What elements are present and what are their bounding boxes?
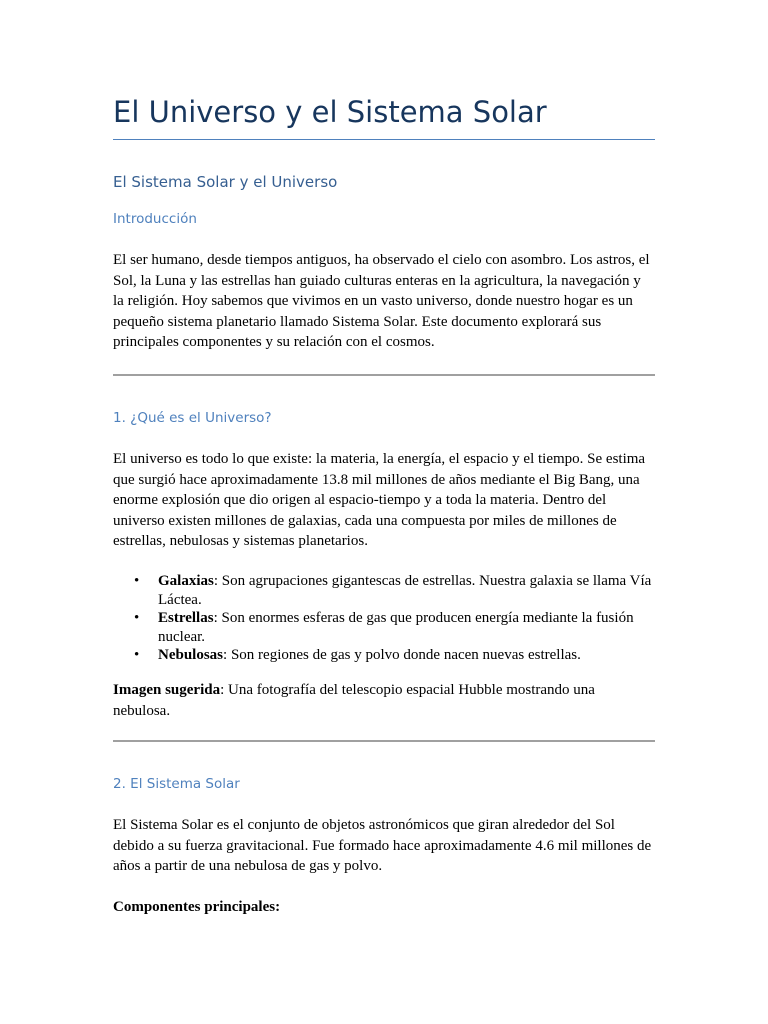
bullet-desc: : Son regiones de gas y polvo donde nacen nuevas estrellas. (223, 647, 581, 663)
universe-bullet-list (113, 572, 655, 665)
image-suggestion-text: : Una fotografía del telescopio espacial Hubble mostrando una nebulosa. (113, 682, 595, 719)
heading-que-es-universo: 1. ¿Qué es el Universo? (113, 410, 272, 426)
heading-sistema-solar: 2. El Sistema Solar (113, 776, 240, 792)
components-label: Componentes principales: (113, 899, 281, 915)
list-item (113, 609, 655, 646)
universe-paragraph: El universo es todo lo que existe: la materia, la energía, el espacio y el tiempo. Se estima que surgió hace aproximadamente 13.8 mil millones de años mediante el Big Bang, una enorme explosión que dio origen al espacio-tiempo y a toda la materia. Dentro del universo existen millones de galaxias, cada una compuesta por miles de millones de estrellas, nebulosas y sistemas planetarios. (113, 451, 646, 549)
bullet-desc: : Son agrupaciones gigantescas de estrellas. Nuestra galaxia se llama Vía Láctea. (158, 573, 652, 608)
section-heading-main: El Sistema Solar y el Universo (113, 173, 338, 191)
list-item (113, 646, 655, 665)
bullet-icon: • (134, 610, 140, 626)
heading-introduccion: Introducción (113, 211, 197, 227)
bullet-term: Nebulosas (158, 647, 224, 663)
solar-paragraph: El Sistema Solar es el conjunto de objetos astronómicos que giran alrededor del Sol debido a su fuerza gravitacional. Fue formado hace aproximadamente 4.6 mil millones de años a partir de una nebulosa de gas y polvo. (113, 817, 652, 874)
horizontal-divider (113, 740, 655, 742)
bullet-term: Galaxias (158, 573, 214, 589)
bullet-desc: : Son enormes esferas de gas que producen energía mediante la fusión nuclear. (158, 610, 634, 645)
bullet-icon: • (134, 573, 140, 589)
bullet-icon: • (134, 647, 140, 663)
horizontal-divider (113, 374, 655, 376)
bullet-term: Estrellas (158, 610, 214, 626)
title-underline (113, 139, 655, 140)
document-title: El Universo y el Sistema Solar (113, 95, 547, 129)
image-suggestion-paragraph (113, 680, 655, 721)
image-suggestion-label: Imagen sugerida (113, 682, 221, 698)
list-item (113, 572, 655, 609)
intro-paragraph: El ser humano, desde tiempos antiguos, ha observado el cielo con asombro. Los astros, el Sol, la Luna y las estrellas han guiado culturas enteras en la agricultura, la navegación y la religión. Hoy sabemos que vivimos en un vasto universo, donde nuestro hogar es un pequeño sistema planetario llamado Sistema Solar. Este documento explorará sus principales componentes y su relación con el cosmos. (113, 252, 650, 350)
